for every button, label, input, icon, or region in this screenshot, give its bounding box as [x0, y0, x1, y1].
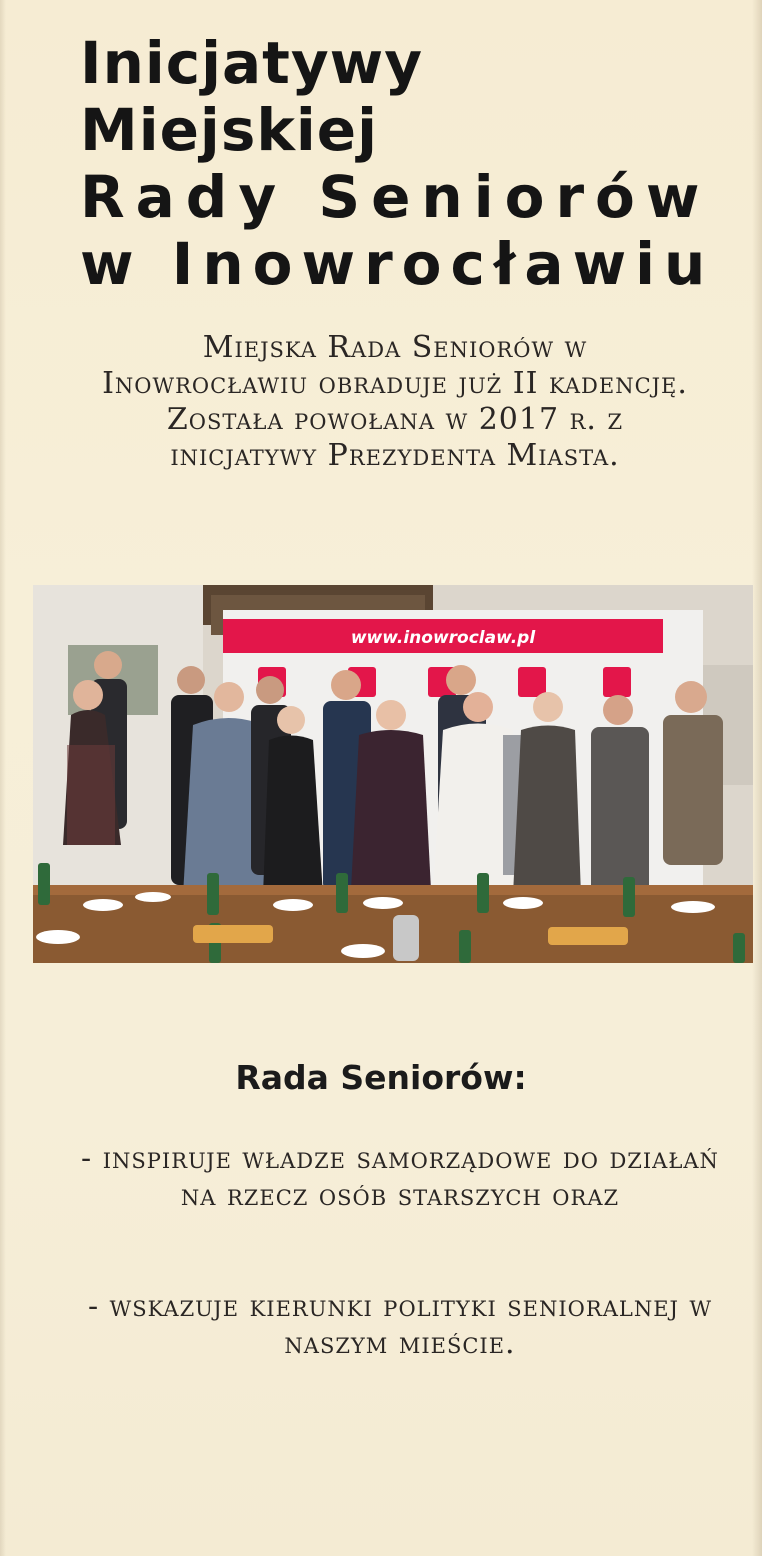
title-line-3: w Inowrocławiu: [80, 230, 715, 298]
group-photo: [33, 585, 753, 963]
pitcher: [393, 915, 419, 961]
group-photo-illustration: [33, 585, 753, 963]
page-title: [80, 30, 720, 298]
paper-edge-right: [752, 0, 762, 1556]
bullet-item-2: - wskazuje kierunki polityki senioralnej w naszym mieście.: [87, 1289, 713, 1361]
title-line-1: Inicjatywy Miejskiej: [80, 29, 424, 164]
bullet-item-1: - inspiruje władze samorządowe do działań na rzecz osób starszych oraz: [81, 1141, 719, 1213]
title-line-2: Rady Seniorów: [80, 163, 711, 231]
intro-paragraph: Miejska Rada Seniorów w Inowrocławiu obraduje już II kadencję. Została powołana w 2017 r. z inicjatywy Prezydenta Miasta.: [102, 330, 688, 473]
section-heading: Rada Seniorów:: [235, 1058, 527, 1097]
banner-text: www.inowroclaw.pl: [350, 628, 536, 648]
paper-edge-left: [0, 0, 6, 1556]
